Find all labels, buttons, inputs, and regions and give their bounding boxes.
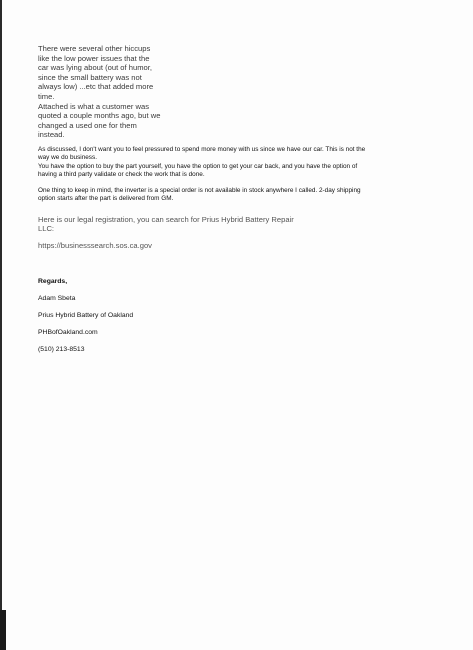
- paragraph-inverter: One thing to keep in mind, the inverter is a special order is not available in stock anywhere I called. 2-day shipping option starts after the part is delivered from GM.: [38, 187, 361, 203]
- paragraph-hiccups: There were several other hiccups like the low power issues that the car was lying about (out of humor, since the small battery was not always low) ...etc that added more time. Attached is what a customer was quoted a couple months ago, but we changed a used one for them instead.: [38, 44, 161, 140]
- signature-closing: Regards,: [38, 278, 68, 286]
- signature-block: [38, 270, 238, 362]
- signature-website: PHBofOakland.com: [38, 328, 98, 336]
- scan-edge-left: [0, 0, 2, 650]
- signature-name: Adam Sbeta: [38, 295, 76, 303]
- signature-phone: (510) 213-8513: [38, 345, 85, 353]
- scan-edge-bottom: [0, 610, 6, 650]
- registration-url: https://businesssearch.sos.ca.gov: [38, 241, 152, 250]
- paragraph-registration: Here is our legal registration, you can search for Prius Hybrid Battery Repair LLC:: [38, 215, 294, 234]
- paragraph-pressure: As discussed, I don't want you to feel pressured to spend more money with us since we have our car. This is not the way we do business. You have the option to buy the part yourself, you have the option to get your car back, and you have the option of having a third party validate or check the work that is done.: [38, 146, 366, 179]
- signature-company: Prius Hybrid Battery of Oakland: [38, 312, 134, 320]
